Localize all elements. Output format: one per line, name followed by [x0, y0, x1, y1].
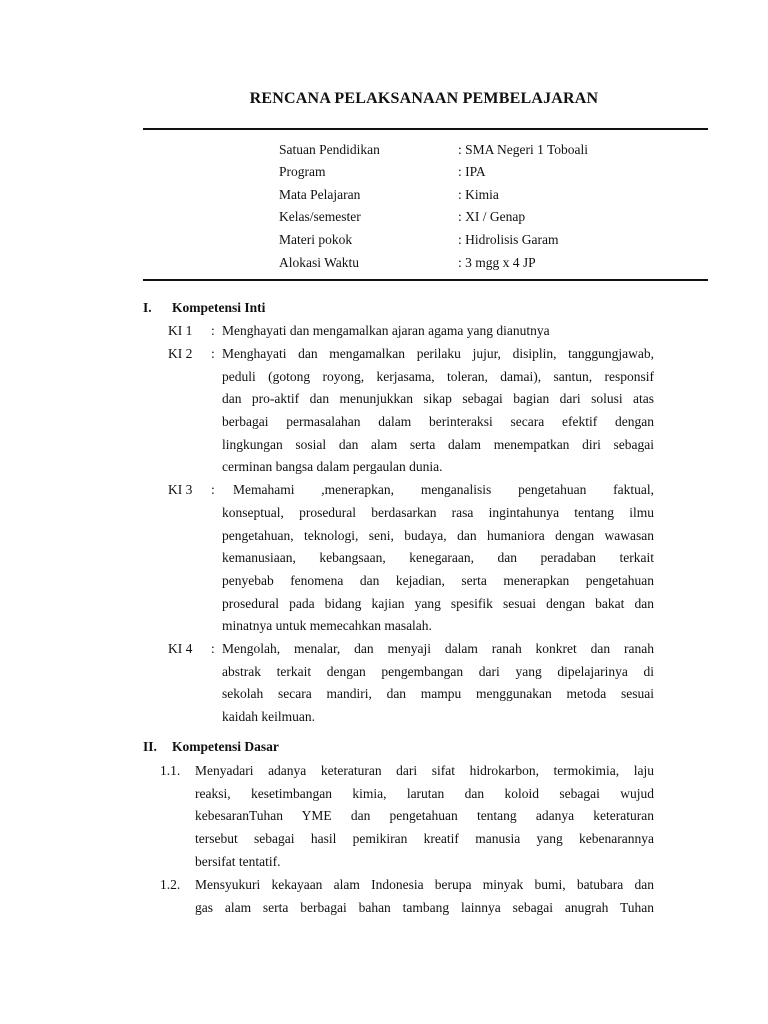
kd-text-line: gas alam serta berbagai bahan tambang lainnya sebagai anugrah Tuhan [195, 900, 654, 915]
ki-text-line: Menghayati dan mengamalkan perilaku jujur, disiplin, tanggungjawab, [222, 346, 654, 361]
section-title: Kompetensi Inti [172, 300, 266, 315]
bottom-rule [143, 279, 708, 281]
kd-text-line: reaksi, kesetimbangan kimia, larutan dan koloid sebagai wujud [195, 786, 654, 801]
kd-text-line: kebesaranTuhan YME dan pengetahuan tentang adanya keteraturan [195, 808, 654, 823]
top-rule [143, 128, 708, 130]
meta-value: : SMA Negeri 1 Toboali [458, 142, 589, 157]
ki-text-line: kemanusiaan, kebangsaan, kenegaraan, dan peradaban terkait [222, 550, 654, 565]
ki-text-line: peduli (gotong royong, kerjasama, toleran, damai), santun, responsif [222, 369, 654, 384]
ki-label: KI 4 [168, 641, 193, 656]
ki-text-line: dan pro-aktif dan menunjukkan sikap sebagai bagian dari solusi atas [222, 391, 654, 406]
ki-text-line: pengetahuan, teknologi, seni, budaya, dan humaniora dengan wawasan [222, 528, 654, 543]
ki-label: KI 3 [168, 482, 193, 497]
meta-label: Materi pokok [279, 232, 353, 247]
kd-number: 1.2. [160, 877, 181, 892]
ki-text-line: cerminan bangsa dalam pergaulan dunia. [222, 459, 443, 474]
meta-label: Kelas/semester [279, 209, 361, 224]
meta-value: : Hidrolisis Garam [458, 232, 559, 247]
meta-value: : IPA [458, 164, 486, 179]
meta-label: Mata Pelajaran [279, 187, 361, 202]
ki-colon: : [211, 641, 215, 656]
section-number: I. [143, 300, 152, 315]
ki-text-line: minatnya untuk memecahkan masalah. [222, 618, 432, 633]
document-title: RENCANA PELAKSANAAN PEMBELAJARAN [249, 90, 599, 107]
meta-value: : XI / Genap [458, 209, 526, 224]
ki-text-line: kaidah keilmuan. [222, 709, 315, 724]
ki-text-line: penyebab fenomena dan kejadian, serta menerapkan pengetahuan [222, 573, 654, 588]
ki-label: KI 1 [168, 323, 193, 338]
meta-label: Program [279, 164, 326, 179]
kd-number: 1.1. [160, 763, 181, 778]
meta-value: : 3 mgg x 4 JP [458, 255, 536, 270]
ki-colon: : [211, 482, 215, 497]
ki-text-line: konseptual, prosedural berdasarkan rasa ingintahunya tentang ilmu [222, 505, 654, 520]
ki-text-line: Memahami ,menerapkan, menganalisis pengetahuan faktual, [233, 482, 654, 497]
kd-text-line: Mensyukuri kekayaan alam Indonesia berupa minyak bumi, batubara dan [195, 877, 654, 892]
ki-text-line: Menghayati dan mengamalkan ajaran agama yang dianutnya [222, 323, 550, 338]
meta-value: : Kimia [458, 187, 499, 202]
ki-colon: : [211, 346, 215, 361]
kd-text-line: Menyadari adanya keteraturan dari sifat hidrokarbon, termokimia, laju [195, 763, 654, 778]
meta-label: Satuan Pendidikan [279, 142, 380, 157]
ki-text-line: abstrak terkait dengan pengembangan dari yang dipelajarinya di [222, 664, 654, 679]
section-title: Kompetensi Dasar [172, 739, 279, 754]
kd-text-line: bersifat tentatif. [195, 854, 281, 869]
section-number: II. [143, 739, 157, 754]
meta-label: Alokasi Waktu [279, 255, 360, 270]
ki-text-line: lingkungan sosial dan alam serta dalam menempatkan diri sebagai [222, 437, 654, 452]
ki-text-line: sekolah secara mandiri, dan mampu menggunakan metoda sesuai [222, 686, 654, 701]
ki-colon: : [211, 323, 215, 338]
ki-label: KI 2 [168, 346, 193, 361]
kd-text-line: tersebut sebagai hasil pemikiran kreatif manusia yang kebenarannya [195, 831, 654, 846]
ki-text-line: berbagai permasalahan dalam berinteraksi secara efektif dengan [222, 414, 654, 429]
ki-text-line: Mengolah, menalar, dan menyaji dalam ranah konkret dan ranah [222, 641, 654, 656]
ki-text-line: prosedural pada bidang kajian yang spesifik sesuai dengan bakat dan [222, 596, 654, 611]
